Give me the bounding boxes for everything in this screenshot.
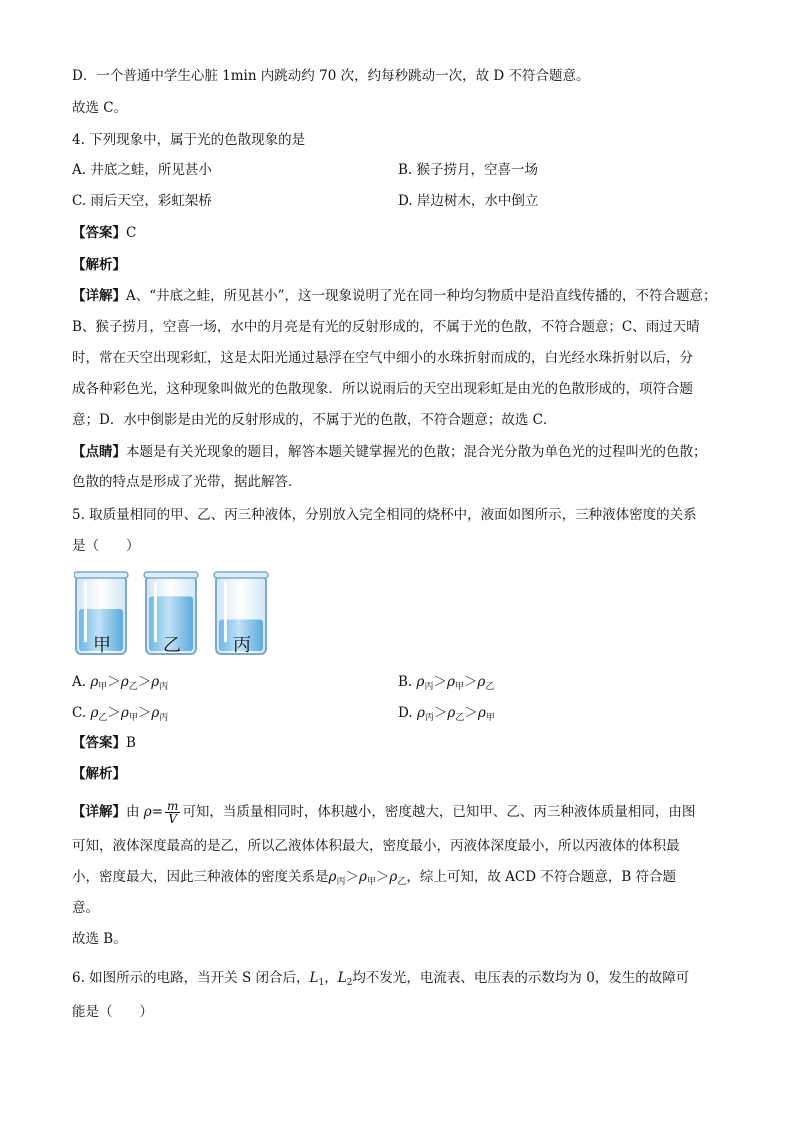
- q4-answer: [72, 223, 136, 243]
- q5-option-d: D. $\rho_丙>\rho_乙>\rho_甲$: [398, 705, 495, 723]
- detail-tag: 【详解】: [72, 288, 126, 304]
- q5-stem-line-2: 是（ ）: [72, 538, 140, 554]
- answer-tag: 【答案】: [72, 735, 126, 751]
- q4-option-c: C. 雨后天空，彩虹架桥: [72, 193, 212, 209]
- q4-analysis-tag: 【解析】: [72, 257, 126, 273]
- q4-comment-line-1: 【点睛】本题是有关光现象的题目，解答本题关键掌握光的色散；混合光分散为单色光的过程叫光的色散；: [72, 444, 707, 460]
- q5-conclusion: 故选 B。: [72, 931, 127, 947]
- q4-detail-line-3: 时，常在天空出现彩虹，这是太阳光通过悬浮在空气中细小的水珠折射而成的，白光经水珠折射以后，分: [72, 350, 693, 366]
- q5-detail-line-2: 可知，液体深度最高的是乙，所以乙液体体积最大，密度最小，丙液体深度最小，所以丙液体的体积最: [72, 838, 680, 854]
- q6-stem-line-1: 6. 如图所示的电路，当开关 S 闭合后，$L_1$，$L_2$均不发光，电流表、电压表的示数均为 0，发生的故障可: [72, 970, 690, 988]
- q5-answer: [72, 733, 136, 753]
- q5-option-a: A. $\rho_甲>\rho_乙>\rho_丙$: [72, 674, 169, 692]
- density-fraction: $\frac{m}{V}$: [167, 799, 179, 826]
- q4-detail-line-2: B、猴子捞月，空喜一场，水中的月亮是有光的反射形成的，不属于光的色散，不符合题意；C、雨过天晴: [72, 319, 700, 335]
- beaker-label-bing: 丙: [233, 635, 251, 656]
- q5-stem-line-1: 5. 取质量相同的甲、乙、丙三种液体，分别放入完全相同的烧杯中，液面如图所示，三种液体密度的关系: [72, 507, 697, 523]
- q5-detail-line-4: 意。: [72, 900, 99, 916]
- answer-tag: 【答案】: [72, 225, 126, 241]
- q4-stem: 4. 下列现象中，属于光的色散现象的是: [72, 132, 306, 148]
- q5-option-b: B. $\rho_丙>\rho_甲>\rho_乙$: [398, 674, 495, 692]
- q4-detail-line-1: 【详解】A、“井底之蛙，所见甚小”，这一现象说明了光在同一种均匀物质中是沿直线传播的，不符合题意；: [72, 288, 717, 304]
- beaker-label-jia: 甲: [93, 635, 111, 656]
- answer-value: C: [126, 225, 137, 241]
- q4-detail-line-4: 成各种彩色光，这种现象叫做光的色散现象．所以说雨后的天空出现彩虹是由光的色散形成的，项符合题: [72, 381, 693, 397]
- q3-option-d-analysis: D．一个普通中学生心脏 1min 内跳动约 70 次，约每秒跳动一次，故 D 不符合题意。: [72, 68, 590, 84]
- beaker-label-yi: 乙: [163, 635, 181, 656]
- q3-conclusion: 故选 C。: [72, 100, 128, 116]
- q5-detail-line-3: 小，密度最大，因此三种液体的密度关系是$\rho_丙>\rho_甲>\rho_乙$，综上可知，故 ACD 不符合题意，B 符合题: [72, 869, 677, 887]
- formula-lhs: ρ: [143, 804, 152, 820]
- q5-analysis-tag: 【解析】: [72, 766, 126, 782]
- q4-option-a: A. 井底之蛙，所见甚小: [72, 162, 212, 178]
- q5-detail-line-1: 【详解】由 ρ= $\frac{m}{V}$ 可知，当质量相同时，体积越小，密度越大，已知甲、乙、丙三种液体质量相同，由图: [72, 799, 696, 826]
- q4-option-d: D. 岸边树木，水中倒立: [398, 193, 539, 209]
- q6-stem-line-2: 能是（ ）: [72, 1004, 153, 1020]
- detail-tag: 【详解】: [72, 804, 126, 820]
- q4-option-b: B. 猴子捞月，空喜一场: [398, 162, 539, 178]
- q4-comment-line-2: 色散的特点是形成了光带，据此解答．: [72, 474, 302, 490]
- comment-tag: 【点睛】: [72, 444, 126, 460]
- q5-option-c: C. $\rho_乙>\rho_甲>\rho_丙$: [72, 705, 169, 723]
- q4-detail-line-5: 意；D．水中倒影是由光的反射形成的，不属于光的色散，不符合题意；故选 C．: [72, 412, 557, 428]
- answer-value: B: [126, 735, 136, 751]
